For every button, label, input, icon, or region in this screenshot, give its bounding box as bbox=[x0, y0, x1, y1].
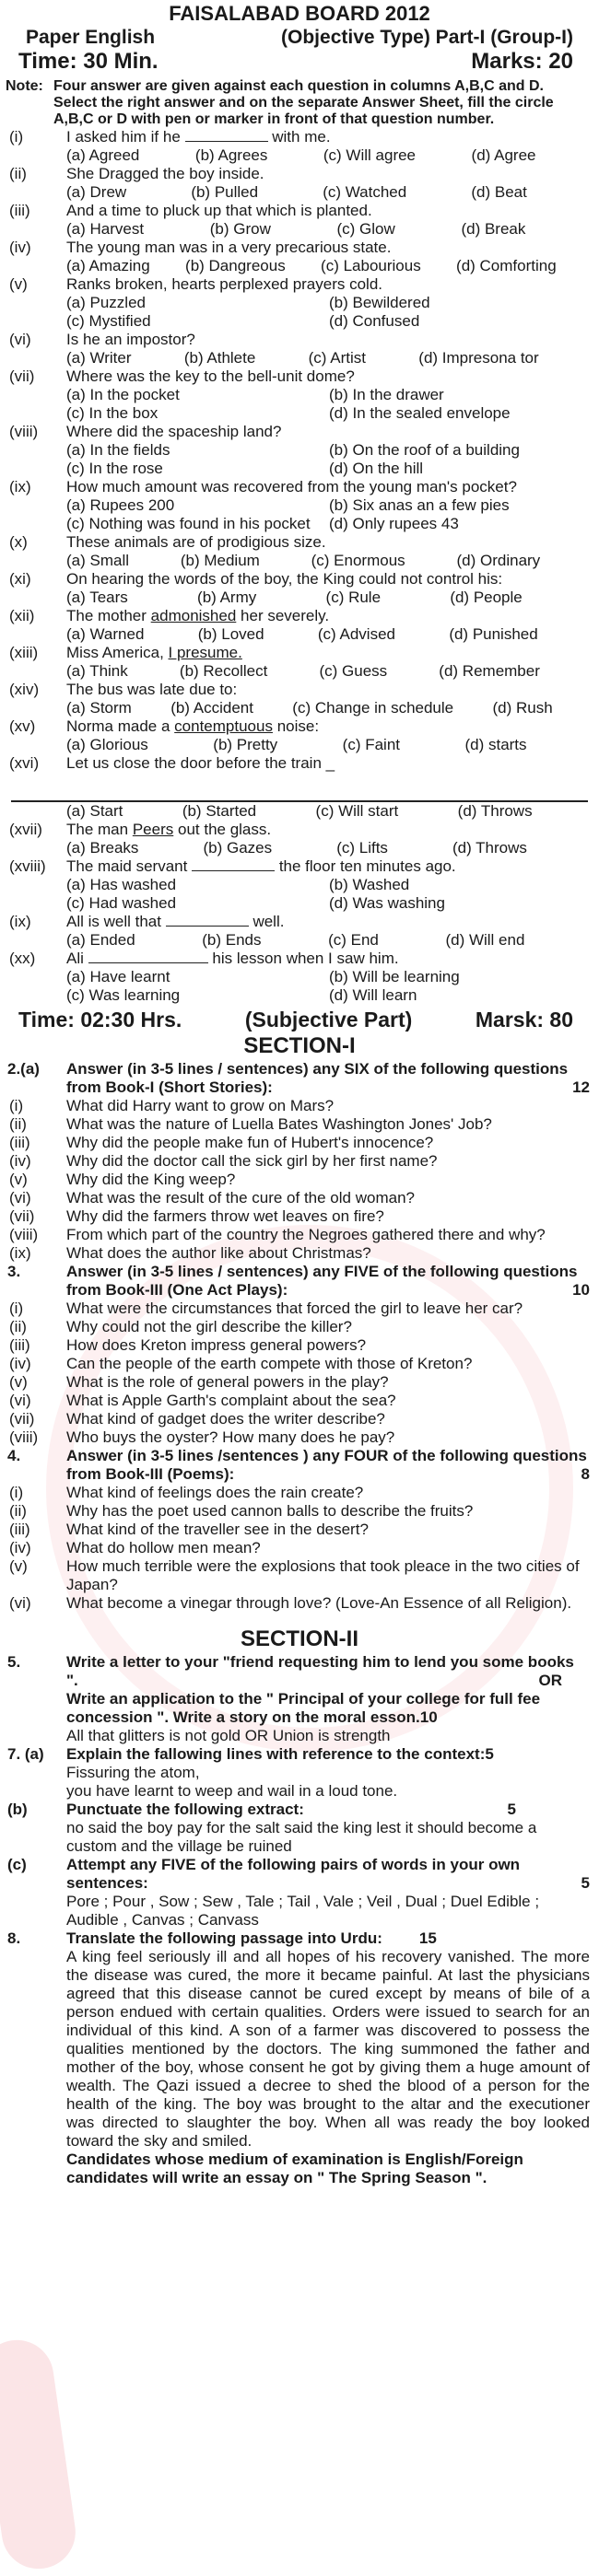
mcq-option: (a) Rupees 200 bbox=[66, 496, 175, 514]
q5-b: Write an application to the " Principal of your college for full fee concession ". Write a story on the moral esson.10 bbox=[66, 1690, 541, 1726]
mcq-options bbox=[0, 220, 599, 239]
short-question: (iv) What do hollow men mean? bbox=[9, 1539, 261, 1556]
mcq-option: (a) Glorious bbox=[66, 736, 148, 753]
short-question: (vii) Why did the farmers throw wet leaves on fire? bbox=[9, 1207, 384, 1225]
time-label: Time: 30 Min. bbox=[18, 49, 159, 74]
mcq-options bbox=[0, 736, 599, 754]
mcq-option: (b) Dangreous bbox=[185, 257, 286, 274]
q8: 8. Translate the following passage into Urdu: 15 bbox=[7, 1929, 437, 1947]
q5: 5. Write a letter to your "friend requesting him to lend you some books ". OR bbox=[7, 1653, 574, 1689]
subjective-type: (Subjective Part) bbox=[244, 1008, 413, 1032]
short-question: (iii) What kind of the traveller see in the desert? bbox=[9, 1521, 369, 1538]
mcq-options bbox=[0, 802, 599, 821]
mcq-option: (a) In the fields bbox=[66, 441, 170, 459]
paper-line bbox=[0, 26, 599, 49]
mcq-option: (c) Had washed bbox=[66, 894, 177, 912]
mcq-option: (b) In the drawer bbox=[329, 386, 444, 403]
mcq-option: (c) Watched bbox=[323, 183, 407, 201]
mcq-options bbox=[0, 257, 599, 275]
subjective-time: Time: 02:30 Hrs. bbox=[18, 1008, 182, 1032]
mcq-options bbox=[0, 625, 599, 644]
mcq-option: (b) Started bbox=[182, 802, 257, 820]
mcq-option: (d) Remember bbox=[439, 662, 540, 680]
mcq-option: (a) Think bbox=[66, 662, 128, 680]
answer-blank bbox=[192, 857, 275, 871]
mcq-question: (viii) Where did the spaceship land? bbox=[9, 423, 282, 440]
mcq-options bbox=[0, 699, 599, 717]
mcq-options bbox=[0, 839, 599, 857]
short-question: (iv) Why did the doctor call the sick girl by her first name? bbox=[9, 1152, 438, 1170]
q7a-line-1: Fissuring the atom, bbox=[66, 1764, 200, 1781]
mcq-option: (d) Beat bbox=[471, 183, 527, 201]
subjective-line bbox=[0, 1007, 599, 1032]
short-question: (v) Why did the King weep? bbox=[9, 1171, 236, 1188]
mcq-option: (c) Artist bbox=[308, 349, 366, 367]
q7b-text: no said the boy pay for the salt said the king lest it should become a custom and the village be ruined bbox=[66, 1819, 537, 1855]
mcq-question: (xi) On hearing the words of the boy, the King could not control his: bbox=[9, 570, 503, 588]
short-question: (vi) What is Apple Garth's complaint about the sea? bbox=[9, 1392, 396, 1409]
paper-type: (Objective Type) Part-I (Group-I) bbox=[281, 27, 573, 48]
note-text: Four answer are given against each question in columns A,B,C and D. Select the right answer and on the separate Answer Sheet, fill the circle A,B,C or D with pen or marker in front of that question number. bbox=[53, 78, 554, 127]
mcq-option: (b) Athlete bbox=[183, 349, 256, 367]
mcq-option: (d) In the sealed envelope bbox=[329, 404, 511, 422]
short-question: (vii) What kind of gadget does the writer describe? bbox=[9, 1410, 385, 1428]
mcq-option: (c) Change in schedule bbox=[292, 699, 454, 717]
mcq-option: (d) Agree bbox=[471, 146, 536, 164]
section-1-title: SECTION-I bbox=[243, 1033, 356, 1058]
short-question: (i) What did Harry want to grow on Mars? bbox=[9, 1097, 335, 1114]
short-question: (viii) Who buys the oyster? How many does he pay? bbox=[9, 1428, 395, 1446]
mcq-question: (xvi) Let us close the door before the train _ bbox=[9, 754, 335, 772]
mcq-option: (c) Lifts bbox=[336, 839, 388, 857]
watermark-logo bbox=[0, 2336, 80, 2574]
mcq-option: (d) Will end bbox=[445, 931, 525, 949]
mcq-option: (c) Was learning bbox=[66, 986, 181, 1004]
mcq-option: (b) Loved bbox=[197, 625, 264, 643]
section-1 bbox=[0, 1060, 599, 1613]
mcq-option: (c) In the rose bbox=[66, 460, 163, 477]
mcq-option: (a) Small bbox=[66, 552, 130, 569]
mcq-options bbox=[0, 931, 599, 950]
mcq-option: (b) Pretty bbox=[213, 736, 278, 753]
answer-blank bbox=[166, 913, 249, 927]
mcq-option: (d) People bbox=[450, 589, 523, 606]
mcq-option: (b) Gazes bbox=[203, 839, 273, 857]
mcq-option: (b) Accident bbox=[170, 699, 253, 717]
mcq-option: (c) Glow bbox=[336, 220, 395, 238]
mcq-options bbox=[0, 386, 599, 423]
mcq-option: (c) Enormous bbox=[311, 552, 405, 569]
answer-blank bbox=[88, 950, 208, 963]
q8-footer: Candidates whose medium of examination is English/Foreign candidates will write an essay on " The Spring Season ". bbox=[66, 2151, 523, 2186]
mcq-option: (c) Labourious bbox=[321, 257, 421, 274]
mcq-option: (a) Writer bbox=[66, 349, 132, 367]
mcq-option: (d) starts bbox=[464, 736, 527, 753]
note-block bbox=[0, 78, 599, 128]
short-question: (ii) Why has the poet used cannon balls to describe the fruits? bbox=[9, 1502, 474, 1520]
mcq-option: (b) On the roof of a building bbox=[329, 441, 520, 459]
mcq-option: (c) Advised bbox=[317, 625, 395, 643]
mcq-option: (b) Agrees bbox=[194, 146, 268, 164]
mcq-question: (xii) The mother admonished her severely. bbox=[9, 607, 330, 624]
q8-passage: A king feel seriously ill and all hopes of his recovery vanished. The more the disease was cured, the more it became painful. At last the physicians agreed that this disease cannot be cured except by means of bile of a person endued with certain qualities. Orders were issued to search for an individual of this kind. A son of a farmer was discovered to possess the qualities mentioned by the doctors. The king summoned the father and mother of the boy, whose consent he got by giving them a huge amount of wealth. The Qazi issued a decree to shed the blood of a person for the health of the king. The boy was brought to the altar and the executioner was directed to slaughter the boy. When all was ready the boy looked toward the sky and smiled. bbox=[66, 1948, 590, 2150]
mcq-option: (d) Only rupees 43 bbox=[329, 515, 459, 532]
mcq-option: (d) Break bbox=[461, 220, 526, 238]
mcq-option: (b) Pulled bbox=[191, 183, 259, 201]
short-question: (iii) How does Kreton impress general powers? bbox=[9, 1336, 367, 1354]
mcq-question: (vii) Where was the key to the bell-unit dome? bbox=[9, 367, 355, 385]
mcq-option: (a) Tears bbox=[66, 589, 128, 606]
mcq-option: (a) Warned bbox=[66, 625, 145, 643]
q7a: 7. (a) Explain the fallowing lines with reference to the context:5 bbox=[7, 1745, 494, 1763]
subjective-marks: Marsk: 80 bbox=[475, 1008, 573, 1032]
q7c: (c) Attempt any FIVE of the following pairs of words in your own sentences: 5 bbox=[7, 1856, 590, 1892]
short-question: (ix) What does the author like about Christmas? bbox=[9, 1244, 371, 1262]
mcq-option: (d) On the hill bbox=[329, 460, 424, 477]
mcq-option: (a) Agreed bbox=[66, 146, 140, 164]
mcq-option: (c) End bbox=[328, 931, 379, 949]
marks-label: Marks: 20 bbox=[471, 49, 573, 74]
mcq-options bbox=[0, 589, 599, 607]
short-question: (vi) What become a vinegar through love? (Love-An Essence of all Religion). bbox=[9, 1594, 572, 1612]
mcq-option: (c) Guess bbox=[319, 662, 388, 680]
short-question: (ii) What was the nature of Luella Bates Washington Jones' Job? bbox=[9, 1115, 492, 1133]
mcq-option: (d) Punished bbox=[449, 625, 538, 643]
mcq-options bbox=[0, 496, 599, 533]
mcq-option: (b) Bewildered bbox=[329, 294, 430, 311]
mcq-option: (d) Was washing bbox=[329, 894, 445, 912]
mcq-question: (i) I asked him if he with me. bbox=[9, 128, 331, 146]
short-question: (iv) Can the people of the earth compete with those of Kreton? bbox=[9, 1355, 473, 1372]
mcq-option: (b) Grow bbox=[209, 220, 271, 238]
mcq-option: (b) Six anas an a few pies bbox=[329, 496, 510, 514]
mcq-question: (xiv) The bus was late due to: bbox=[9, 681, 238, 698]
mcq-option: (a) Start bbox=[66, 802, 123, 820]
paper-name: Paper English bbox=[26, 27, 156, 48]
mcq-option: (b) Medium bbox=[180, 552, 260, 569]
mcq-question: (xvii) The man Peers out the glass. bbox=[9, 821, 272, 838]
mcq-question: (ix) All is well that well. bbox=[9, 913, 285, 930]
mcq-option: (d) Ordinary bbox=[456, 552, 541, 569]
q7a-line-2: you have learnt to weep and wail in a loud tone. bbox=[66, 1782, 398, 1800]
short-question: (iii) Why did the people make fun of Hubert's innocence? bbox=[9, 1134, 434, 1151]
mcq-options bbox=[0, 876, 599, 913]
mcq-option: (d) Will learn bbox=[329, 986, 417, 1004]
mcq-option: (a) Has washed bbox=[66, 876, 177, 893]
mcq-option: (d) Throws bbox=[452, 839, 527, 857]
short-question: (viii) From which part of the country the Negroes gathered there and why? bbox=[9, 1226, 546, 1243]
gap bbox=[0, 773, 599, 800]
mcq-option: (c) Faint bbox=[342, 736, 400, 753]
mcq-option: (c) Will agree bbox=[323, 146, 417, 164]
mcq-option: (c) Nothing was found in his pocket bbox=[66, 515, 311, 532]
mcq-option: (b) Recollect bbox=[179, 662, 268, 680]
question-group-head: 4. Answer (in 3-5 lines /sentences ) any FOUR of the following questions from Book-III (Poems): 8 bbox=[7, 1447, 590, 1483]
mcq-option: (d) Throws bbox=[457, 802, 533, 820]
mcq-option: (b) Army bbox=[197, 589, 257, 606]
mcq-options bbox=[0, 662, 599, 681]
mcq-question: (x) These animals are of prodigious size. bbox=[9, 533, 326, 551]
mcq-option: (b) Ends bbox=[202, 931, 262, 949]
mcq-options bbox=[0, 146, 599, 165]
mcq-question: (xx) Ali his lesson when I saw him. bbox=[9, 950, 399, 967]
q7b: (b) Punctuate the following extract: 5 bbox=[7, 1801, 516, 1818]
mcq-question: (iv) The young man was in a very precarious state. bbox=[9, 239, 392, 256]
mcq-options bbox=[0, 349, 599, 367]
mcq-options bbox=[0, 294, 599, 331]
mcq-option: (c) In the box bbox=[66, 404, 159, 422]
mcq-question: (ii) She Dragged the boy inside. bbox=[9, 165, 264, 182]
mcq-question: (iii) And a time to pluck up that which is planted. bbox=[9, 202, 372, 219]
mcq-option: (a) Storm bbox=[66, 699, 132, 717]
mcq-option: (d) Comforting bbox=[456, 257, 557, 274]
board-title: FAISALABAD BOARD 2012 bbox=[169, 2, 430, 25]
section-2 bbox=[0, 1653, 599, 2187]
mcq-question: (v) Ranks broken, hearts perplexed prayers cold. bbox=[9, 275, 383, 293]
mcq-options bbox=[0, 441, 599, 478]
mcq-option: (a) Ended bbox=[66, 931, 135, 949]
mcq-options bbox=[0, 183, 599, 202]
q7c-text: Pore ; Pour , Sow ; Sew , Tale ; Tail , Vale ; Veil , Dual ; Duel Edible ; Audible , Canvas ; Canvass bbox=[66, 1893, 540, 1929]
note-label: Note: bbox=[6, 78, 43, 94]
mcq-option: (d) Confused bbox=[329, 312, 420, 330]
answer-blank bbox=[185, 128, 268, 142]
mcq-option: (b) Washed bbox=[329, 876, 410, 893]
mcq-option: (c) Will start bbox=[315, 802, 399, 820]
mcq-option: (d) Impresona tor bbox=[418, 349, 539, 367]
mcq-option: (c) Mystified bbox=[66, 312, 151, 330]
short-question: (ii) Why could not the girl describe the killer? bbox=[9, 1318, 352, 1335]
mcq-option: (b) Will be learning bbox=[329, 968, 460, 985]
mcq-options bbox=[0, 552, 599, 570]
time-marks-line bbox=[0, 49, 599, 75]
q5-c: All that glitters is not gold OR Union is strength bbox=[66, 1727, 391, 1744]
mcq-option: (a) In the pocket bbox=[66, 386, 180, 403]
mcq-options bbox=[0, 968, 599, 1005]
question-group-head: 2.(a) Answer (in 3-5 lines / sentences) any SIX of the following questions from Book-I (Short Stories): 12 bbox=[7, 1060, 590, 1096]
mcq-option: (a) Have learnt bbox=[66, 968, 170, 985]
mcq-option: (a) Drew bbox=[66, 183, 127, 201]
mcq-question: (xiii) Miss America, I presume. bbox=[9, 644, 242, 661]
short-question: (i) What were the circumstances that forced the girl to leave her car? bbox=[9, 1300, 523, 1317]
mcq-option: (a) Puzzled bbox=[66, 294, 146, 311]
mcq-question: (vi) Is he an impostor? bbox=[9, 331, 195, 348]
short-question: (vi) What was the result of the cure of the old woman? bbox=[9, 1189, 415, 1206]
mcq-question: (xviii) The maid servant the floor ten minutes ago. bbox=[9, 857, 456, 875]
short-question: (i) What kind of feelings does the rain create? bbox=[9, 1484, 364, 1501]
mcq-option: (c) Rule bbox=[325, 589, 382, 606]
mcq-question: (xv) Norma made a contemptuous noise: bbox=[9, 717, 320, 735]
section-2-title: SECTION-II bbox=[240, 1626, 358, 1651]
mcq-question: (ix) How much amount was recovered from the young man's pocket? bbox=[9, 478, 517, 495]
mcq-option: (a) Amazing bbox=[66, 257, 150, 274]
question-group-head: 3. Answer (in 3-5 lines / sentences) any FIVE of the following questions from Book-III (One Act Plays): 10 bbox=[7, 1263, 590, 1299]
mcq-option: (d) Rush bbox=[492, 699, 553, 717]
mcq-option: (a) Breaks bbox=[66, 839, 139, 857]
mcq-option: (a) Harvest bbox=[66, 220, 145, 238]
short-question: (v) How much terrible were the explosions that took pleace in the two cities of Japan? bbox=[9, 1557, 580, 1593]
short-question: (v) What is the role of general powers in the play? bbox=[9, 1373, 389, 1391]
mcq-list bbox=[0, 128, 599, 1005]
